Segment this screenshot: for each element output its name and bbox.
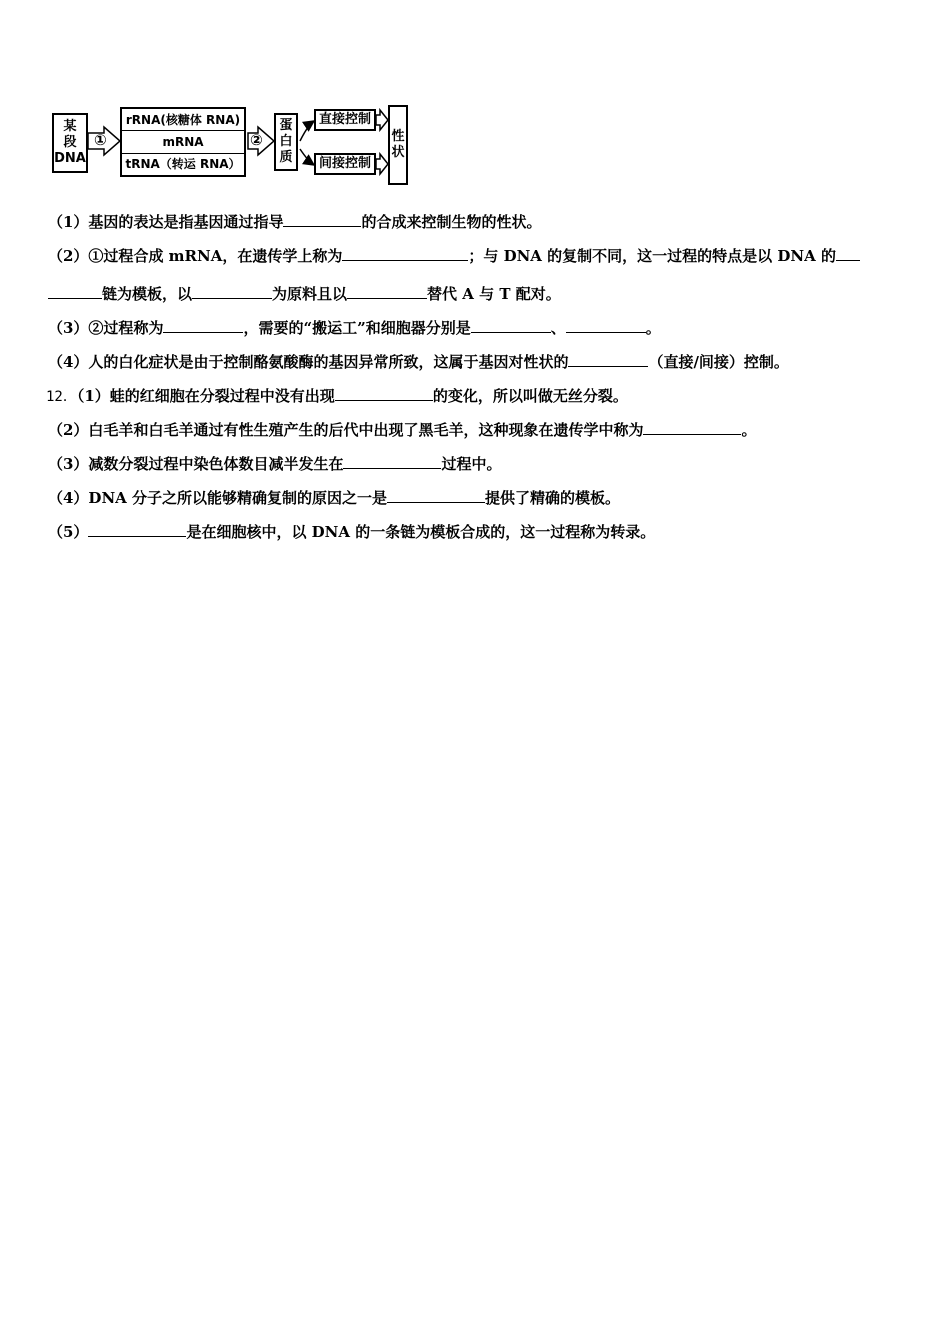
q11-part-4-text-a: （4）人的白化症状是由于控制酪氨酸酶的基因异常所致，这属于基因对性状的 xyxy=(48,353,569,371)
q11-part-2-continued xyxy=(48,282,561,305)
q11-part-3-text-b: ，需要的“搬运工”和细胞器分别是 xyxy=(243,319,471,337)
q12-part-2-text-a: （2）白毛羊和白毛羊通过有性生殖产生的后代中出现了黑毛羊，这种现象在遗传学中称为 xyxy=(48,421,644,439)
direct-control-box: 直接控制 xyxy=(314,109,376,131)
dna-box xyxy=(52,113,88,173)
answer-blank[interactable] xyxy=(88,520,186,537)
q12-part-5-text-a: （5） xyxy=(48,523,89,541)
q12-part-1-text-a: （1）蛙的红细胞在分裂过程中没有出现 xyxy=(76,387,335,405)
answer-blank[interactable] xyxy=(335,384,433,401)
protein-box xyxy=(274,113,298,171)
answer-blank[interactable] xyxy=(342,244,468,261)
gene-expression-diagram xyxy=(52,103,412,189)
question-number: 12． xyxy=(46,389,77,405)
q12-part-1-text-b: 的变化，所以叫做无丝分裂。 xyxy=(432,387,628,405)
answer-blank[interactable] xyxy=(566,316,646,333)
q12-part-3-text-b: 过程中。 xyxy=(441,455,502,473)
answer-blank[interactable] xyxy=(343,452,441,469)
q12-part-5-text-b: 是在细胞核中，以 DNA 的一条链为模板合成的，这一过程称为转录。 xyxy=(186,523,656,541)
q11-part-4-text-b: （直接/间接）控制。 xyxy=(648,353,789,371)
answer-blank[interactable] xyxy=(192,282,272,299)
q11-part-1-text-b: 的合成来控制生物的性状。 xyxy=(361,213,542,231)
q12-part-3-text-a: （3）减数分裂过程中染色体数目减半发生在 xyxy=(48,455,344,473)
protein-line-3: 质 xyxy=(279,150,293,165)
q11-part-3 xyxy=(48,316,661,339)
trait-line-1: 性 xyxy=(391,129,405,144)
answer-blank[interactable] xyxy=(347,282,427,299)
answer-blank[interactable] xyxy=(163,316,243,333)
q11-part-2-text-b: ；与 DNA 的复制不同，这一过程的特点是以 DNA 的 xyxy=(468,247,836,265)
q11-part-3-text-c: 、 xyxy=(550,319,566,337)
answer-blank[interactable] xyxy=(836,244,860,261)
answer-blank[interactable] xyxy=(568,350,648,367)
indirect-control-box: 间接控制 xyxy=(314,153,376,175)
q11-part-2-text-a: （2）①过程合成 mRNA，在遗传学上称为 xyxy=(48,247,343,265)
answer-blank[interactable] xyxy=(643,418,741,435)
q11-part-3-text-d: 。 xyxy=(645,319,661,337)
dna-label-line-2: 段 xyxy=(63,135,77,150)
answer-blank[interactable] xyxy=(471,316,551,333)
dna-label-line-1: 某 xyxy=(63,119,77,134)
answer-blank[interactable] xyxy=(387,486,485,503)
step-2-label: ② xyxy=(250,131,263,149)
q11-part-2 xyxy=(48,244,860,267)
q11-part-3-text-a: （3）②过程称为 xyxy=(48,319,164,337)
protein-line-2: 白 xyxy=(279,134,293,149)
q11-part-2b-text-a: 链为模板，以 xyxy=(102,285,193,303)
q12-part-1 xyxy=(46,384,628,408)
step-1-label: ① xyxy=(94,131,107,149)
mrna-label: mRNA xyxy=(122,131,244,153)
protein-line-1: 蛋 xyxy=(279,118,293,133)
q11-part-2b-text-c: 替代 A 与 T 配对。 xyxy=(427,285,561,303)
q11-part-1-text-a: （1）基因的表达是指基因通过指导 xyxy=(48,213,284,231)
answer-blank[interactable] xyxy=(283,210,361,227)
trait-box xyxy=(388,105,408,185)
q11-part-1 xyxy=(48,210,541,233)
q11-part-4 xyxy=(48,350,789,373)
q12-part-4 xyxy=(48,486,620,509)
q11-part-2b-text-b: 为原料且以 xyxy=(272,285,348,303)
rna-types-box xyxy=(120,107,246,177)
trna-label: tRNA（转运 RNA） xyxy=(125,157,241,172)
q12-part-5 xyxy=(48,520,655,543)
rrna-label: rRNA(核糖体 RNA) xyxy=(122,109,244,131)
trait-line-2: 状 xyxy=(391,145,405,160)
q12-part-4-text-b: 提供了精确的模板。 xyxy=(485,489,621,507)
q12-part-2 xyxy=(48,418,756,441)
answer-blank[interactable] xyxy=(48,282,102,299)
q12-part-4-text-a: （4）DNA 分子之所以能够精确复制的原因之一是 xyxy=(48,489,388,507)
q12-part-2-text-b: 。 xyxy=(741,421,757,439)
q12-part-3 xyxy=(48,452,501,475)
dna-label-line-3: DNA xyxy=(54,151,86,166)
